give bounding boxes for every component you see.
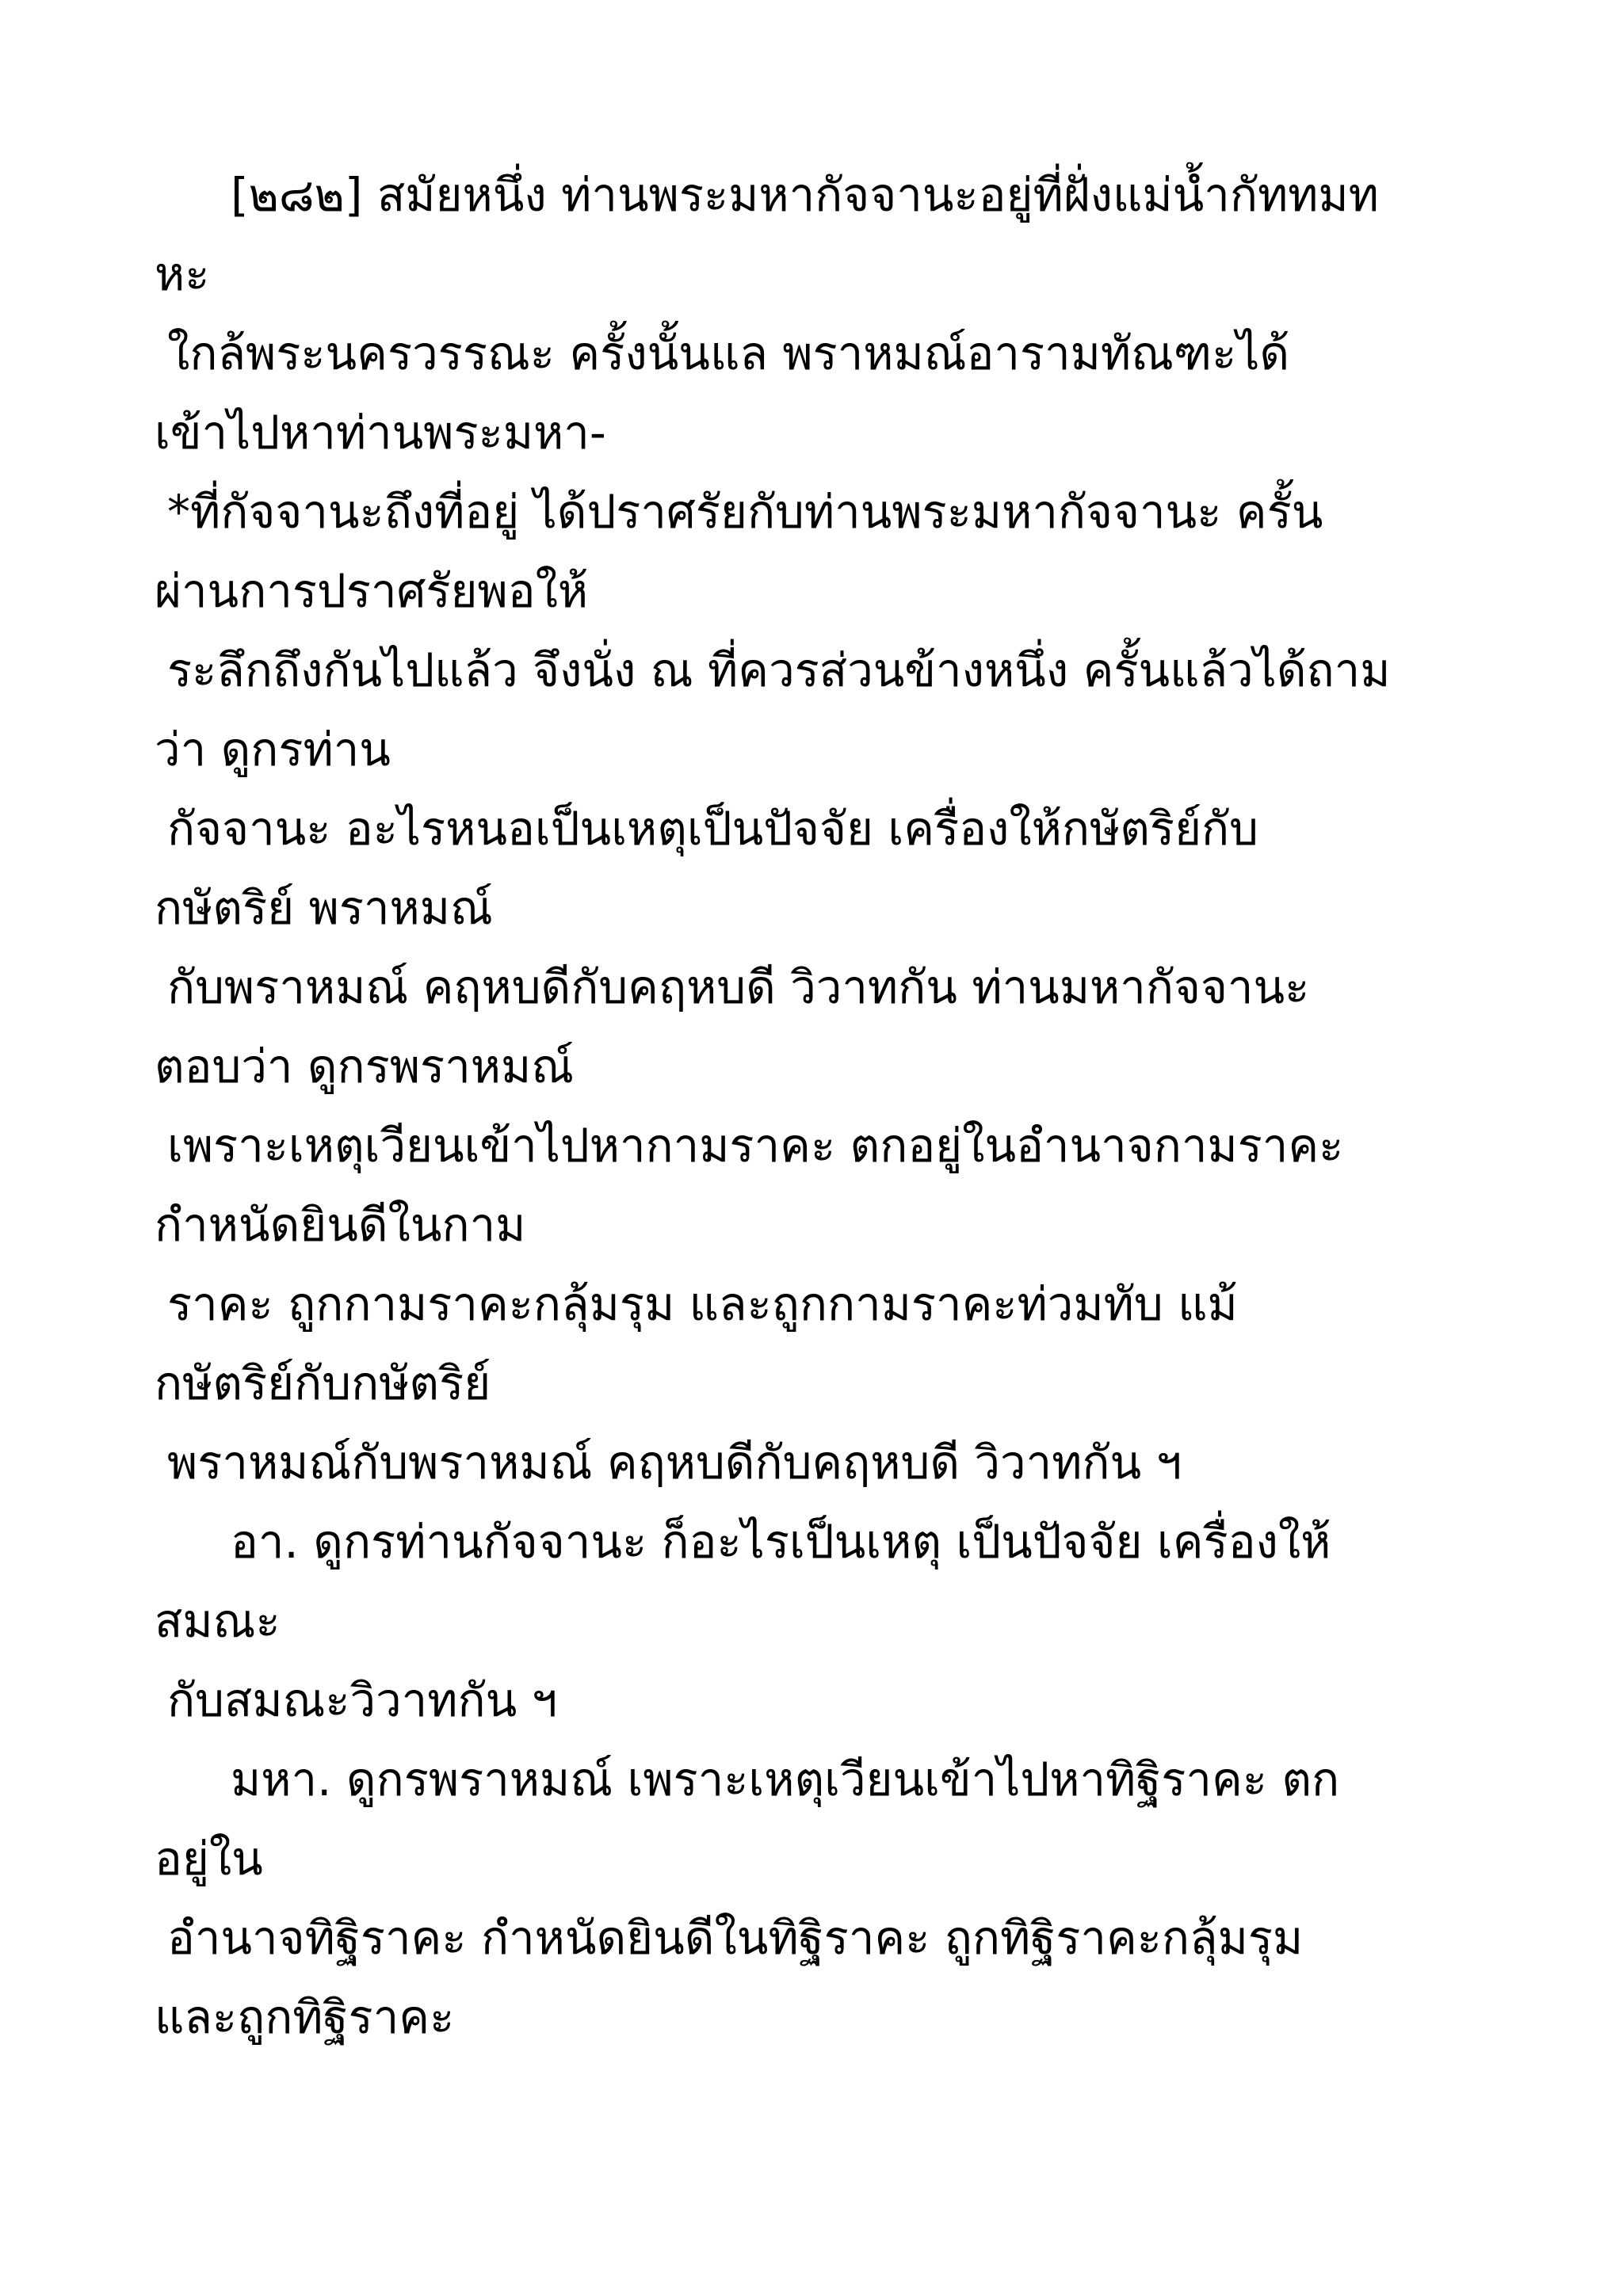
text-line: กับพราหมณ์ คฤหบดีกับคฤหบดี วิวาทกัน ท่านมหากัจจานะ — [167, 960, 1310, 1014]
text-line: กษัตริย์กับกษัตริย์ — [155, 1356, 491, 1410]
text-line: ราคะ ถูกกามราคะกลุ้มรุม และถูกกามราคะท่วมทับ แม้ — [167, 1277, 1238, 1331]
text-line: และถูกทิฐิราคะ — [155, 1990, 455, 2044]
text-line: *ที่กัจจานะถึงที่อยู่ ได้ปราศรัยกับท่านพระมหากัจจานะ ครั้น — [167, 485, 1323, 539]
text-line: หะ — [155, 247, 210, 301]
text-line: ผ่านการปราศรัยพอให้ — [155, 564, 589, 618]
text-line: เข้าไปหาท่านพระมหา- — [155, 406, 606, 460]
text-line: [๒๘๒] สมัยหนึ่ง ท่านพระมหากัจจานะอยู่ที่ฝั่งแม่น้ำกัททมท — [231, 168, 1379, 222]
text-line: ตอบว่า ดูกรพราหมณ์ — [155, 1039, 575, 1093]
text-line: เพราะเหตุเวียนเข้าไปหากามราคะ ตกอยู่ในอำนาจกามราคะ — [167, 1119, 1344, 1173]
text-line: ระลึกถึงกันไปแล้ว จึงนั่ง ณ ที่ควรส่วนข้างหนึ่ง ครั้นแล้วได้ถาม — [167, 643, 1391, 697]
text-line: ว่า ดูกรท่าน — [155, 723, 391, 776]
text-line: อำนาจทิฐิราคะ กำหนัดยินดีในทิฐิราคะ ถูกทิฐิราคะกลุ้มรุม — [167, 1911, 1304, 1965]
text-line: กำหนัดยินดีในกาม — [155, 1198, 526, 1252]
text-line: กษัตริย์ พราหมณ์ — [155, 881, 493, 935]
text-line: สมณะ — [155, 1594, 281, 1648]
document-body — [155, 155, 1518, 2057]
text-line: กับสมณะวิวาทกัน ฯ — [167, 1673, 558, 1727]
text-line: พราหมณ์กับพราหมณ์ คฤหบดีกับคฤหบดี วิวาทกัน ฯ — [167, 1436, 1182, 1489]
text-line: มหา. ดูกรพราหมณ์ เพราะเหตุเวียนเข้าไปหาทิฐิราคะ ตก — [231, 1753, 1340, 1806]
text-line: อยู่ใน — [155, 1832, 263, 1886]
text-line: ใกล้พระนครวรรณะ ครั้งนั้นแล พราหมณ์อารามทัณฑะได้ — [167, 326, 1290, 380]
text-line: อา. ดูกรท่านกัจจานะ ก็อะไรเป็นเหตุ เป็นปัจจัย เครื่องให้ — [231, 1515, 1331, 1569]
text-line: กัจจานะ อะไรหนอเป็นเหตุเป็นปัจจัย เครื่องให้กษัตริย์กับ — [167, 802, 1258, 856]
